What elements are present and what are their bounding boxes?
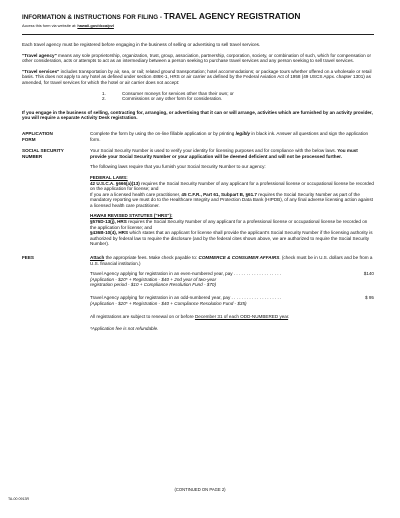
label-line: NUMBER bbox=[22, 153, 43, 159]
bold-text: You must provide your Social Security Number or your application will be deemed deficient and will not be processed further. bbox=[90, 148, 358, 159]
website-link[interactable]: hawaii.gov/dcca/pvl bbox=[77, 23, 114, 28]
form-code: TA-00 0913R bbox=[8, 497, 30, 501]
conditions-list bbox=[22, 91, 374, 102]
body-text: Your Social Security Number is used to verify your identity for licensing purposes and for compliance with the below laws. bbox=[90, 148, 338, 154]
nonrefundable-note: *Application fee is not refundable. bbox=[90, 325, 159, 331]
travel-agency-definition bbox=[22, 53, 374, 64]
access-line bbox=[22, 23, 374, 28]
label-line: FORM bbox=[22, 136, 36, 142]
body-text: . bbox=[288, 314, 290, 320]
fee-breakdown: (Application - $20* + Registration - $40 + Compliance Resolution Fund - $35) bbox=[90, 300, 247, 306]
law-citation: §436B-10(4), HRS bbox=[90, 230, 129, 236]
access-prefix: Access this form via website at: bbox=[22, 23, 78, 28]
body-text: All registrations are subject to renewal on or before bbox=[90, 314, 195, 320]
payee-name: COMMERCE & CONSUMER AFFAIRS bbox=[198, 255, 280, 261]
application-form-section bbox=[22, 131, 374, 142]
emphasis-text: Attach bbox=[90, 255, 105, 261]
section-label bbox=[22, 131, 90, 142]
fee-description: Travel Agency applying for registration in an odd-numbered year, pay . . . . . . . . . . . . . . . . . . . . (Application - $20* + Registration - $40 + Compliance Resolution Fund - $35) bbox=[90, 295, 282, 306]
fee-row-odd-year bbox=[90, 295, 374, 306]
list-number: 2. bbox=[102, 96, 106, 102]
law-citation: 42 U.S.C.A. §666(a)(13) bbox=[90, 180, 140, 186]
body-text: in black ink. Answer all questions and sign the application form. bbox=[90, 130, 369, 142]
federal-laws-heading: FEDERAL LAWS: bbox=[90, 174, 128, 180]
fee-label: Travel Agency applying for registration in an even-numbered year, pay bbox=[90, 271, 233, 277]
law-citation: §576D-13(j), HRS bbox=[90, 219, 127, 225]
ssn-paragraph bbox=[90, 148, 374, 159]
travel-services-definition bbox=[22, 69, 374, 86]
section-label: FEES bbox=[22, 255, 34, 261]
hawaii-statutes-heading: HAWAII REVISED STATUTES ("HRS"): bbox=[90, 213, 173, 219]
law-text: requires the Social Security Number of any applicant for a professional license or occupational license be recorded on the application for license; and bbox=[90, 219, 368, 230]
body-text: the appropriate fees. Make check payable to: bbox=[104, 255, 199, 261]
definition-term: "Travel agency" bbox=[22, 52, 57, 58]
activity-desk-warning: If you engage in the business of selling, contracting for, arranging, or advertising that it can or will arrange, activities which are furnished by an activity provider, you will require a separate Activity Desk registration. bbox=[22, 109, 373, 121]
intro-paragraph: Each travel agency must be registered before engaging in the business of selling or advertising to sell travel services. bbox=[22, 42, 261, 47]
list-number: 1. bbox=[102, 90, 106, 96]
fee-breakdown: (Application - $20* + Registration - $40 + 2nd year of two-year bbox=[90, 276, 217, 282]
continued-notice: (CONTINUED ON PAGE 2) bbox=[174, 487, 226, 492]
law-text: If you are a licensed health care practitioner, bbox=[90, 191, 182, 197]
definition-text: means any sole proprietorship, organization, trust, group, association, partnership, corporation, society, or combination of such, which for compensation or other consideration, acts or attempts to act as an intermediary between a person seeking to purchase travel services and any person seeking to sell travel services. bbox=[22, 52, 371, 64]
laws-intro: The following laws require that you furnish your Social Security Number to our agency: bbox=[90, 164, 266, 170]
definition-text: includes transportation by air, sea, or rail; related ground transportation; hotel accommodations; or package tours whether offered on a wholesale or retail basis. This does not apply to any hotel as defined under section 486K-1, HRS or air carrier as defined by the Federal Aviation Act of 1958 (49 USCS Appx. chapter 1301) as amended, for travel services for which the hotel or air carrier does not accept: bbox=[22, 68, 372, 85]
body-text: . (check must be in U.S. dollars and be from a U.S. financial institution.) bbox=[90, 255, 373, 266]
federal-law-1 bbox=[90, 181, 374, 192]
fee-label: Travel Agency applying for registration in an odd-numbered year, pay bbox=[90, 295, 231, 300]
list-text: Commissions or any other form for consideration. bbox=[122, 96, 223, 102]
fees-section bbox=[22, 255, 374, 336]
page-title bbox=[22, 12, 374, 22]
emphasis-text: legibly bbox=[235, 130, 251, 136]
section-label bbox=[22, 148, 90, 247]
body-text: Complete the form by using the on-line fillable application or by printing bbox=[90, 130, 236, 136]
renewal-note bbox=[90, 314, 374, 320]
fees-instructions bbox=[90, 255, 374, 266]
definition-term: "Travel services" bbox=[22, 68, 60, 74]
fee-row-even-year bbox=[90, 271, 374, 288]
law-citation: 45 C.F.R., Part 61, Subpart B, §61.7 bbox=[181, 191, 257, 197]
fee-description: Travel Agency applying for registration in an even-numbered year, pay . . . . . . . . . . . . . . . . . . . (Application - $20* + Registration - $40 + 2nd year of two-year registration period - $10 + Compliance Resolution Fund - $70) bbox=[90, 271, 282, 288]
fee-amount: $140 bbox=[363, 271, 374, 277]
law-text: requires the Social Security Number of any applicant for a professional license or occupational license be recorded on the application for license; and bbox=[90, 180, 374, 192]
renewal-date: December 31 of each ODD-NUMBERED year bbox=[194, 314, 289, 320]
social-security-section bbox=[22, 148, 374, 247]
list-item bbox=[102, 96, 374, 102]
law-text: which states that an applicant for license shall provide the applicant's Social Security Number if the licensing authority is authorized by federal law to require the disclosure (and by the federal cites shown above, we are authorized to require the Social Security Number). bbox=[90, 230, 373, 247]
section-body bbox=[90, 131, 374, 142]
label-line: APPLICATION bbox=[22, 130, 53, 136]
list-text: Consumer moneys for services other than their own; or bbox=[122, 90, 234, 96]
fee-breakdown: registration period - $10 + Compliance Resolution Fund - $70) bbox=[90, 282, 217, 288]
label-line: SOCIAL SECURITY bbox=[22, 148, 64, 154]
hawaii-statute-2 bbox=[90, 230, 374, 247]
section-body bbox=[90, 255, 374, 336]
fee-amount: $ 95 bbox=[365, 295, 374, 300]
title-prefix: INFORMATION & INSTRUCTIONS FOR FILING - bbox=[22, 14, 164, 21]
section-body bbox=[90, 148, 374, 247]
header-divider bbox=[22, 34, 374, 35]
law-text: requires the Social Security Number as part of the mandatory reporting we must do to the Healthcare Integrity and Protection Data Bank (HIPDB), of any final adverse licensing action against a licensed health care practitioner. bbox=[90, 191, 373, 208]
federal-law-2 bbox=[90, 192, 374, 209]
title-main: TRAVEL AGENCY REGISTRATION bbox=[163, 11, 301, 21]
hawaii-statute-1 bbox=[90, 219, 374, 230]
